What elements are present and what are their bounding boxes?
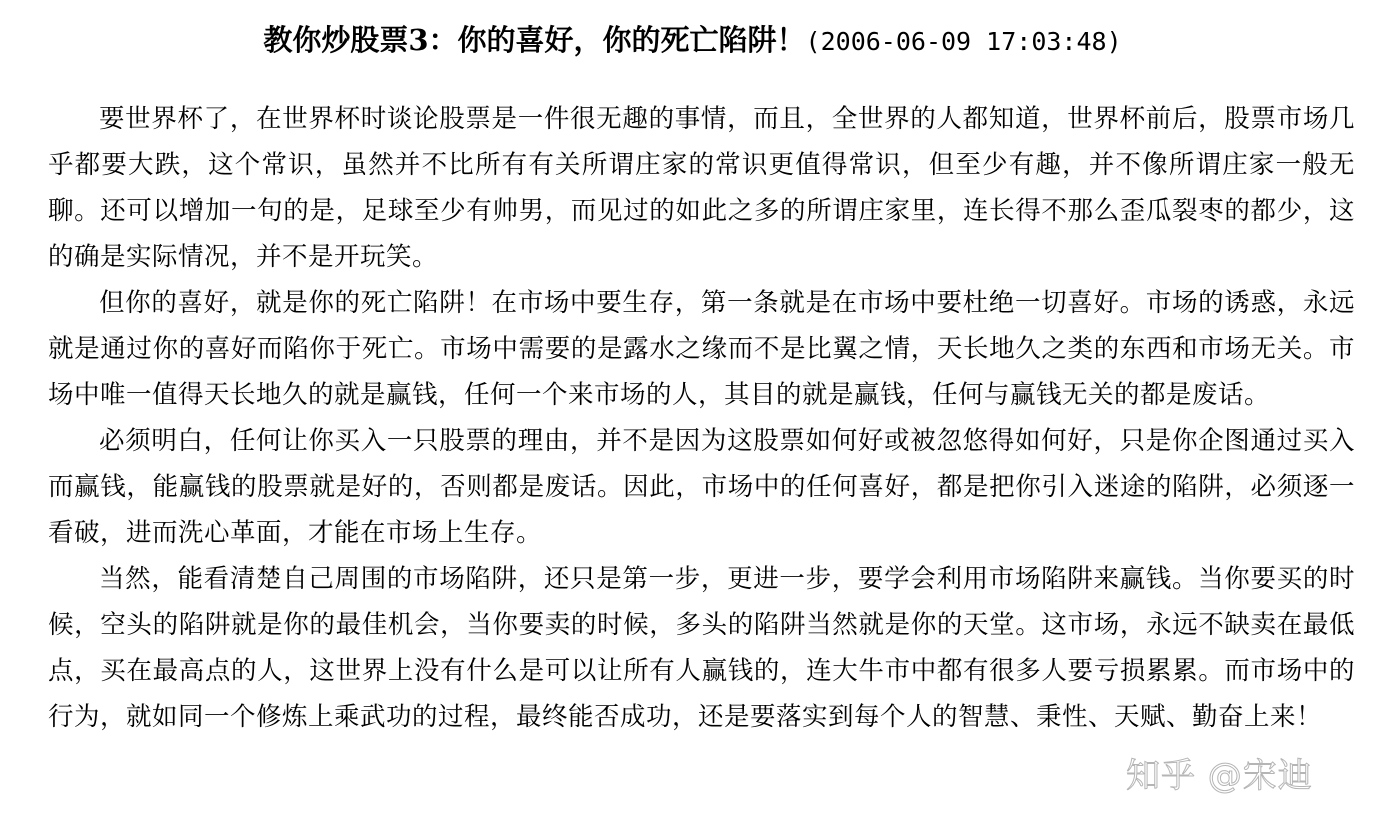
paragraph-3: 必须明白，任何让你买入一只股票的理由，并不是因为这股票如何好或被忽悠得如何好，只是你企图通过买入而赢钱，能赢钱的股票就是好的，否则都是废话。因此，市场中的任何喜好，都是把你引入迷途的陷阱，必须逐一看破，进而洗心革面，才能在市场上生存。 xyxy=(48,426,1355,548)
paragraph-1: 要世界杯了，在世界杯时谈论股票是一件很无趣的事情，而且，全世界的人都知道，世界杯前后，股票市场几乎都要大跌，这个常识，虽然并不比所有有关所谓庄家的常识更值得常识，但至少有趣，并不像所谓庄家一般无聊。还可以增加一句的是，足球至少有帅男，而见过的如此之多的所谓庄家里，连长得不那么歪瓜裂枣的都少，这的确是实际情况，并不是开玩笑。 xyxy=(48,104,1355,272)
article-header xyxy=(0,18,1385,67)
article-date: (2006-06-09 17:03:48) xyxy=(805,27,1122,56)
article-body xyxy=(48,96,1355,740)
zhihu-watermark: 知乎 @宋迪 xyxy=(1126,756,1313,796)
paragraph-2: 但你的喜好，就是你的死亡陷阱！在市场中要生存，第一条就是在市场中要杜绝一切喜好。市场的诱惑，永远就是通过你的喜好而陷你于死亡。市场中需要的是露水之缘而不是比翼之情，天长地久之类的东西和市场无关。市场中唯一值得天长地久的就是赢钱，任何一个来市场的人，其目的就是赢钱，任何与赢钱无关的都是废话。 xyxy=(48,288,1355,410)
paragraph-4: 当然，能看清楚自己周围的市场陷阱，还只是第一步，更进一步，要学会利用市场陷阱来赢钱。当你要买的时候，空头的陷阱就是你的最佳机会，当你要卖的时候，多头的陷阱当然就是你的天堂。这市场，永远不缺卖在最低点，买在最高点的人，这世界上没有什么是可以让所有人赢钱的，连大牛市中都有很多人要亏损累累。而市场中的行为，就如同一个修炼上乘武功的过程，最终能否成功，还是要落实到每个人的智慧、秉性、天赋、勤奋上来！ xyxy=(48,564,1355,732)
article-title: 教你炒股票3：你的喜好，你的死亡陷阱！ xyxy=(263,23,806,57)
